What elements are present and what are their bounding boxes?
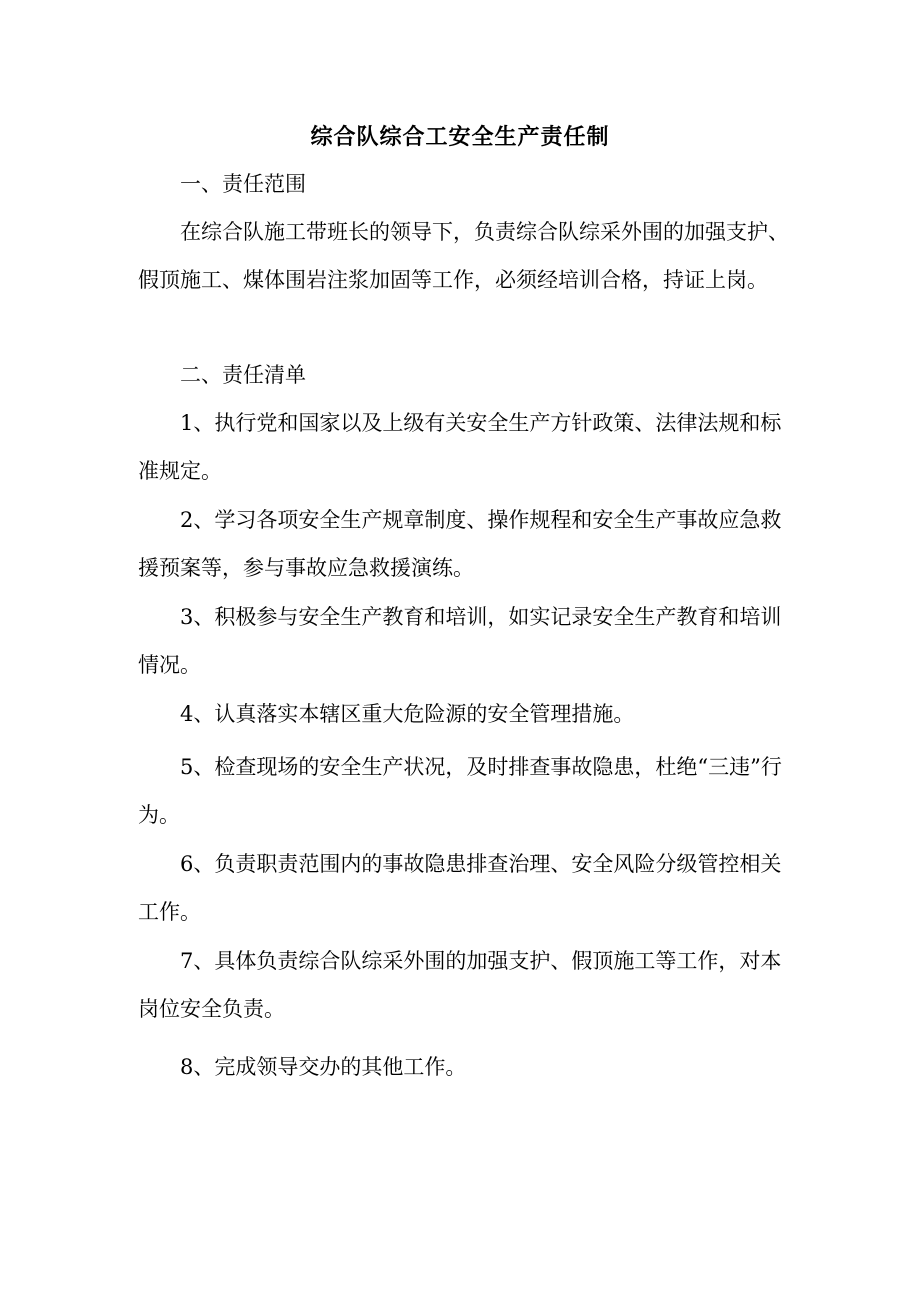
list-item: 6、负责职责范围内的事故隐患排查治理、安全风险分级管控相关工作。	[138, 852, 782, 924]
list-item: 1、执行党和国家以及上级有关安全生产方针政策、法律法规和标准规定。	[138, 411, 782, 483]
list-item: 3、积极参与安全生产教育和培训，如实记录安全生产教育和培训情况。	[138, 605, 782, 677]
scope-paragraph: 在综合队施工带班长的领导下，负责综合队综采外围的加强支护、假顶施工、煤体围岩注浆加固等工作，必须经培训合格，持证上岗。	[138, 220, 789, 292]
list-item: 4、认真落实本辖区重大危险源的安全管理措施。	[180, 702, 635, 726]
document-title: 综合队综合工安全生产责任制	[310, 125, 610, 150]
section-heading-scope: 一、责任范围	[180, 172, 306, 196]
list-item: 2、学习各项安全生产规章制度、操作规程和安全生产事故应急救援预案等，参与事故应急救援演练。	[138, 508, 782, 580]
list-item: 7、具体负责综合队综采外围的加强支护、假顶施工等工作，对本岗位安全负责。	[138, 949, 782, 1021]
list-item: 8、完成领导交办的其他工作。	[180, 1055, 467, 1079]
section-heading-list: 二、责任清单	[180, 363, 306, 387]
list-item: 5、检查现场的安全生产状况，及时排查事故隐患，杜绝“三违”行为。	[138, 755, 782, 827]
